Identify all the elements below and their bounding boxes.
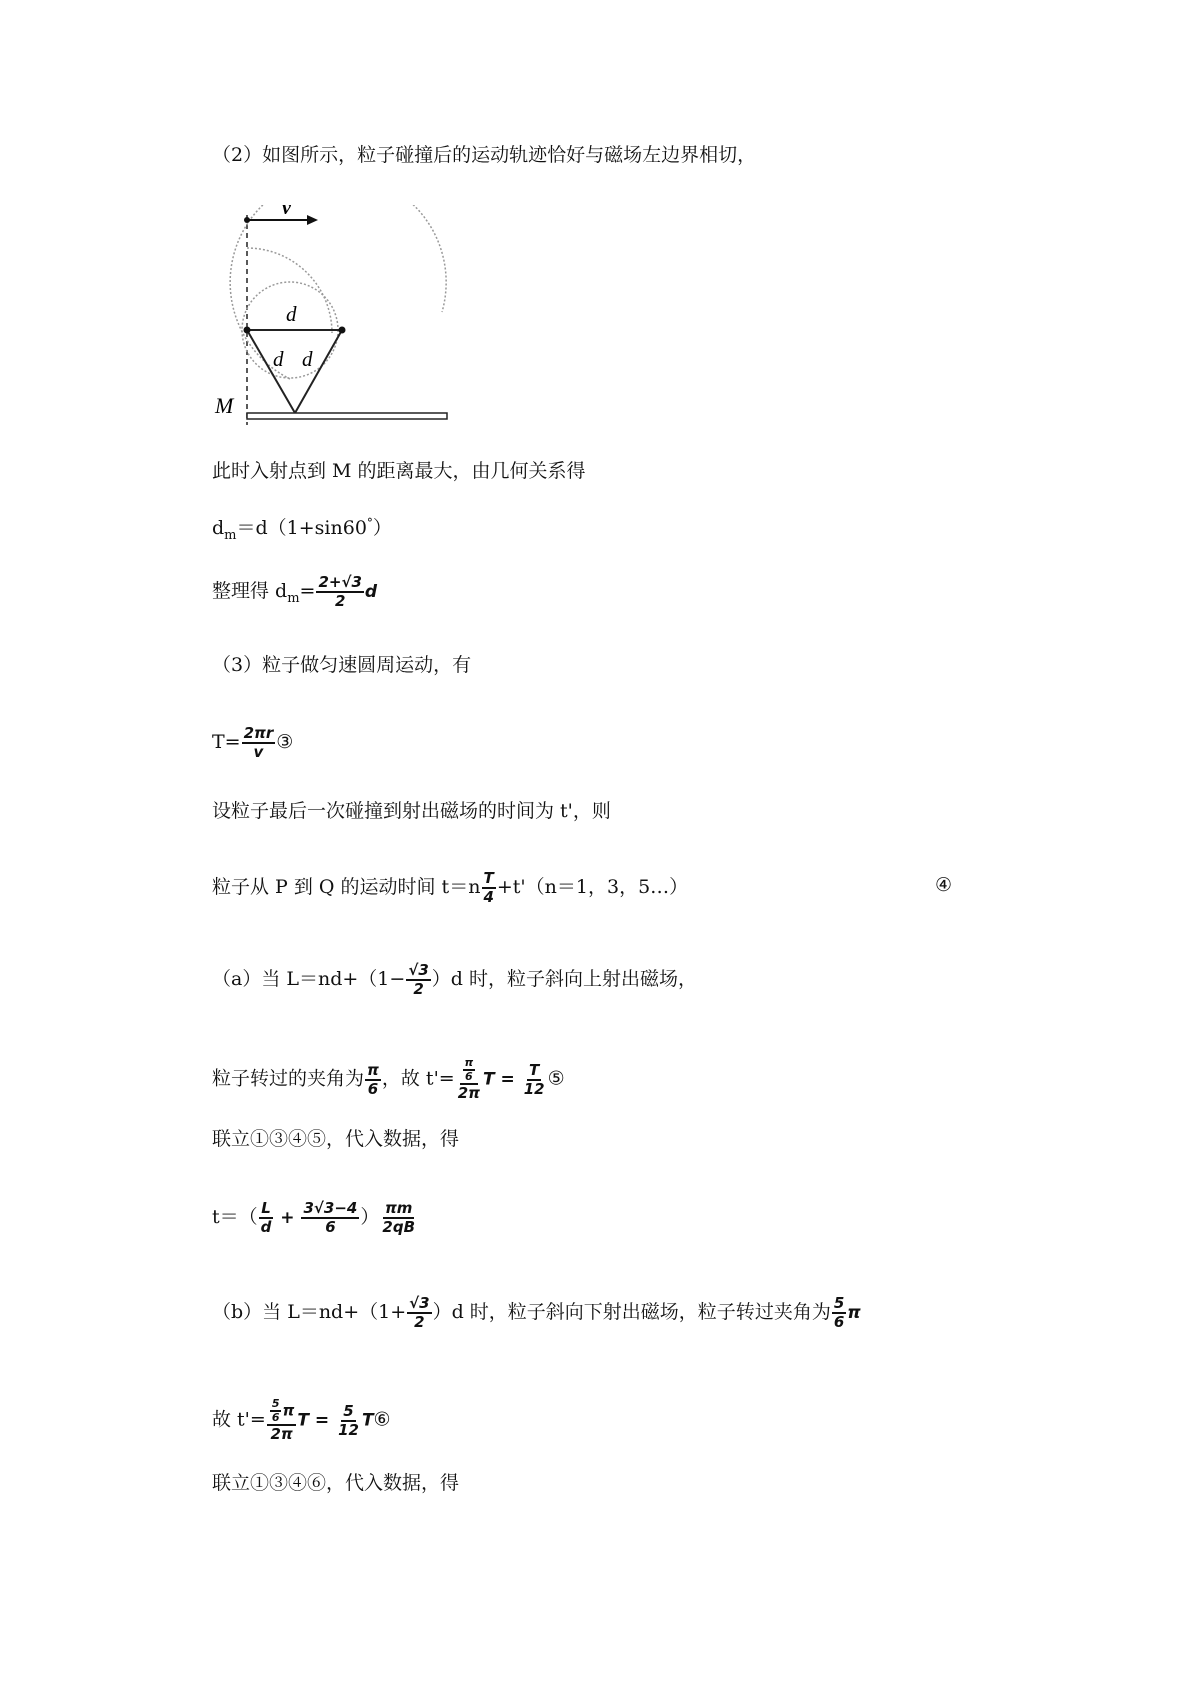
combine-b: 联立①③④⑥，代入数据，得	[212, 1472, 460, 1494]
label-M: M	[215, 393, 234, 418]
chord-left	[247, 330, 295, 413]
part3-intro: （3）粒子做匀速圆周运动，有	[212, 654, 472, 676]
combine-a: 联立①③④⑤，代入数据，得	[212, 1128, 460, 1150]
t-result-a: t＝（ $\frac{L}{d}$ + $\frac{3√3-4}{6}$ ） $\frac{\pi m}{2qB}$	[212, 1199, 415, 1236]
label-v: v	[282, 205, 291, 219]
collision-figure	[210, 205, 470, 440]
case-b: （b）当 L＝nd+（1+ $\frac{√3}{2}$ ）d 时，粒子斜向下射出磁场，粒子转过夹角为 $\frac{5}{6}$ π	[212, 1294, 861, 1331]
left-point	[244, 327, 251, 334]
bottom-plate	[247, 413, 447, 419]
chord-right	[295, 330, 342, 413]
circle-arc-right	[230, 205, 446, 379]
period-equation: T= $\frac{2\pi r}{v}$ ③	[212, 724, 294, 761]
dm-equation: $d_m=d(1+\sin 60^\circ)$	[212, 516, 392, 543]
equation-mark-4: ④	[935, 874, 953, 896]
last-collision-text: 设粒子最后一次碰撞到射出磁场的时间为 t'，则	[212, 800, 611, 822]
right-point	[339, 327, 346, 334]
dm-result: 整理得 $d_m=$ $\frac{2+√3}{2}$ d	[212, 573, 378, 610]
max-distance-text: 此时入射点到 M 的距离最大，由几何关系得	[212, 460, 586, 482]
angle-b: 故 t'= $\frac{5}{6}$ π 2π T = $\frac{5}{12}$ T⑥	[212, 1397, 391, 1443]
label-d-top: d	[286, 302, 297, 326]
part2-intro: （2）如图所示，粒子碰撞后的运动轨迹恰好与磁场左边界相切，	[212, 144, 757, 166]
velocity-arrowhead	[307, 215, 318, 225]
angle-a: 粒子转过的夹角为 $\frac{\pi}{6}$ ，故 t'= $\frac{\frac{\pi}{6}}{2\pi}$ T = $\frac{T}{12}$ ⑤	[212, 1056, 565, 1102]
time-equation: 粒子从 P 到 Q 的运动时间 t＝n $\frac{T}{4}$ +t'（n＝1，3，5…）	[212, 869, 689, 906]
case-a: （a）当 L＝nd+（1− $\frac{√3}{2}$ ）d 时，粒子斜向上射出磁场，	[212, 961, 697, 998]
label-d-right: d	[302, 347, 313, 371]
label-d-left: d	[273, 347, 284, 371]
